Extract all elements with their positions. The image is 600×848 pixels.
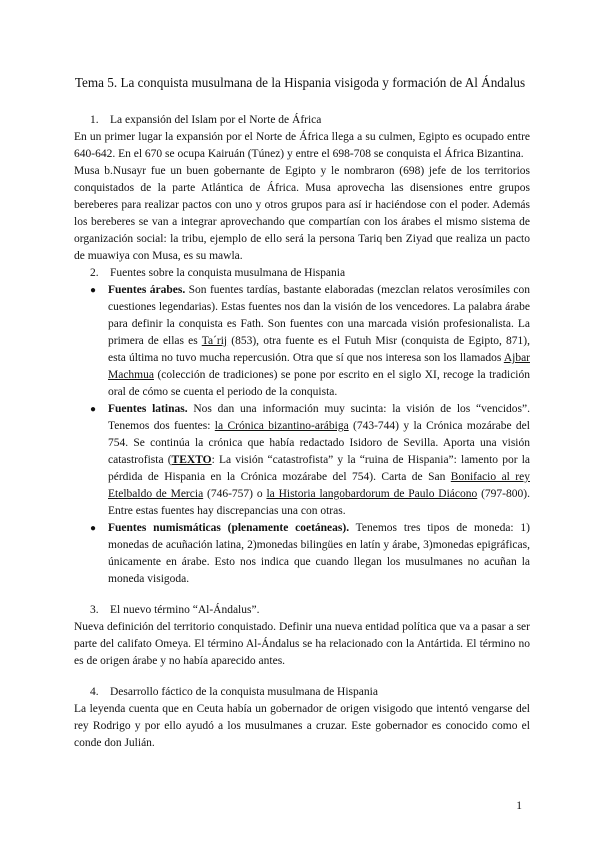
list-item-latin-sources	[74, 401, 530, 520]
list-item-numismatic-sources	[74, 520, 530, 588]
text-run: (746-757) o	[203, 488, 267, 500]
section-number: 2.	[90, 267, 99, 279]
text-run: (colección de tradiciones) se pone por escrito en el siglo XI, recoge la tradición oral de cómo se cuenta el periodo de la conquista.	[108, 369, 530, 398]
text-run: Nos dan una información muy sucinta: la visión de los “vencidos”. Tenemos dos fuentes:	[108, 403, 530, 432]
paragraph: En un primer lugar la expansión por el Norte de África llega a su culmen, Egipto es ocupado entre 640-642. En el 670 se ocupa Kairuán (Túnez) y entre el 698-708 se conquista el África Bizantina.	[74, 131, 530, 160]
underlined-source: Ajbar Machmua	[108, 352, 530, 381]
bullet-icon: ●	[90, 523, 97, 534]
page-number: 1	[516, 800, 522, 812]
section-number: 3.	[90, 604, 99, 616]
text-run: : La visión “catastrofista” y la “ruina de Hispania”: lamento por la pérdida de Hispania en la Crónica mozárabe del 754). Carta de San	[108, 454, 530, 483]
section-heading-text: Desarrollo fáctico de la conquista musulmana de Hispania	[110, 686, 378, 698]
bold-term: Fuentes numismáticas (plenamente coetáneas).	[108, 522, 350, 534]
spacer	[74, 588, 530, 602]
text-run: Son fuentes tardías, bastante elaboradas (mezclan relatos verosímiles con cuestiones legendarias). Estas fuentes nos dan la visión de los vencedores. La palabra árabe para definir la conquista es Fath. Son fuentes con una marcada visión profesionalista. La primera de ellas es	[108, 284, 530, 347]
section-heading-2	[74, 265, 530, 282]
bullet-icon: ●	[90, 404, 97, 415]
sources-list	[74, 282, 530, 588]
section-heading-1	[74, 112, 530, 129]
section-number: 1.	[90, 114, 99, 126]
bold-term: Fuentes latinas.	[108, 403, 188, 415]
spacer	[74, 670, 530, 684]
section-heading-4	[74, 684, 530, 701]
paragraph: Musa b.Nusayr fue un buen gobernante de Egipto y le nombraron (698) jefe de los territorios conquistados de la parte Atlántica de África. Musa aprovecha las disensiones entre grupos bereberes para realizar pactos con uno y otros grupos para así ir haciéndose con el poder. Además los bereberes se van a integrar aprovechando que compartían con los árabes el mismo sistema de organización social: la tribu, ejemplo de ello será la persona Tariq ben Ziyad que realiza un pacto de muawiya con Musa, es su mawla.	[74, 165, 530, 262]
bold-underlined-text: TEXTO	[171, 454, 212, 466]
section-heading-3	[74, 602, 530, 619]
underlined-source: Bonifacio al rey Etelbaldo de Mercia	[108, 471, 530, 500]
text-run: (853), otra fuente es el Futuh Misr (conquista de Egipto, 871), esta última no tuvo mucha repercusión. Otra que sí que nos interesa son los llamados	[108, 335, 531, 364]
paragraph: La leyenda cuenta que en Ceuta había un gobernador de origen visigodo que intentó vengarse del rey Rodrigo y por ello ayudó a los musulmanes a cruzar. Este gobernador es conocido como el conde don Julián.	[74, 703, 530, 749]
underlined-source: Ta´rij	[201, 335, 228, 347]
bullet-icon: ●	[90, 285, 97, 296]
section-heading-text: Fuentes sobre la conquista musulmana de Hispania	[110, 267, 346, 279]
text-run: (797-800). Entre estas fuentes hay discrepancias una con otras.	[108, 488, 530, 517]
document-body	[74, 112, 530, 752]
section-heading-text: La expansión del Islam por el Norte de África	[110, 114, 322, 126]
underlined-source: la Historia langobardorum de Paulo Diácono	[266, 488, 478, 500]
paragraph: Nueva definición del territorio conquistado. Definir una nueva entidad política que va a pasar a ser parte del califato Omeya. El término Al-Ándalus se ha relacionado con la Antártida. El término no es de origen árabe y no había aparecido antes.	[74, 621, 530, 667]
section-heading-text: El nuevo término “Al-Ándalus”.	[110, 604, 260, 616]
underlined-source: la Crónica bizantino-arábiga	[214, 420, 349, 432]
section-number: 4.	[90, 686, 99, 698]
bold-term: Fuentes árabes.	[108, 284, 186, 296]
text-run: Tenemos tres tipos de moneda: 1) monedas de acuñación latina, 2)monedas bilingües en latín y árabe, 3)monedas epigráficas, únicamente en árabe. Esto nos indica que cuando llegan los musulmanes no acuñan la moneda visigoda.	[108, 522, 530, 585]
list-item-arab-sources	[74, 282, 530, 401]
text-run: (743-744) y la Crónica mozárabe del 754. Se continúa la crónica que había redactado Isidoro de Sevilla. Aporta una visión catastrofista (	[108, 420, 530, 466]
page-title: Tema 5. La conquista musulmana de la Hispania visigoda y formación de Al Ándalus	[74, 75, 526, 90]
